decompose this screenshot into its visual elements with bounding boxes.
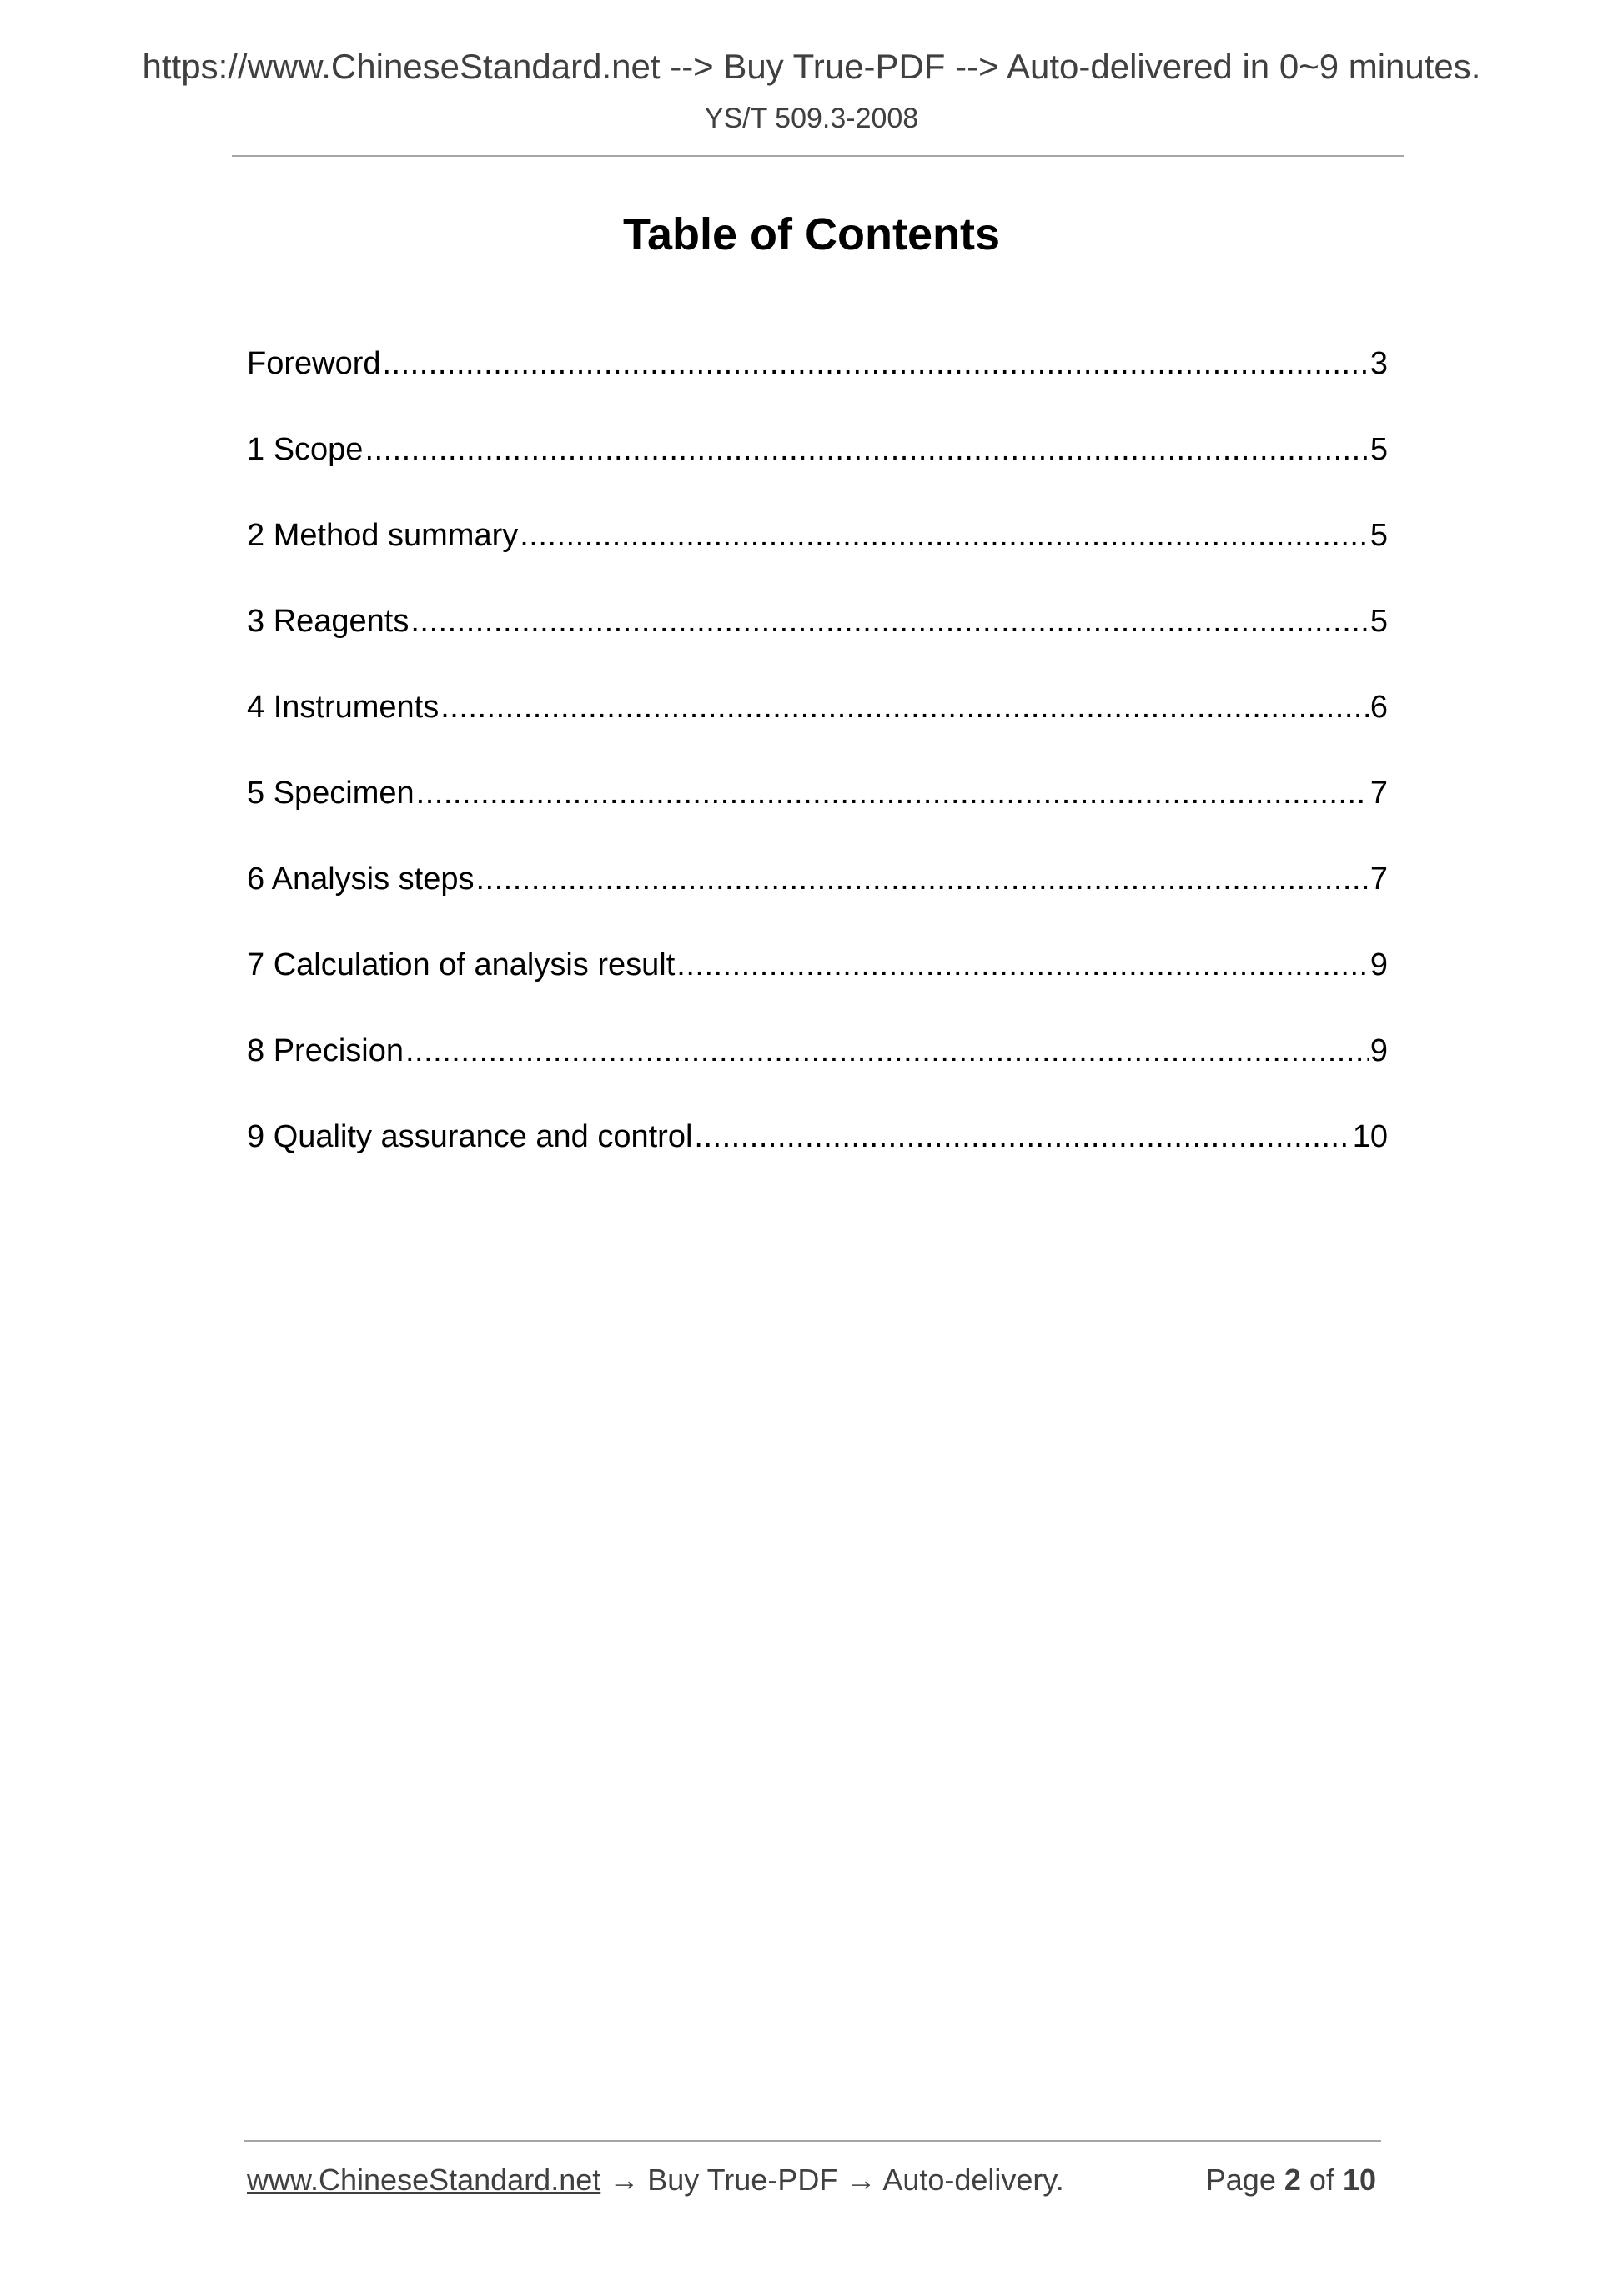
toc-entry-page: 5: [1369, 432, 1388, 467]
toc-entry-page: 6: [1369, 690, 1388, 725]
toc-dot-leader: [416, 768, 1369, 818]
toc-entry-label: 9 Quality assurance and control: [247, 1119, 693, 1154]
header-banner: https://www.ChineseStandard.net --> Buy True-PDF --> Auto-delivered in 0~9 minutes.: [142, 47, 1481, 86]
toc-entry-quality-assurance[interactable]: [247, 1112, 1388, 1198]
page-word: Page: [1205, 2163, 1276, 2197]
toc-entry-page: 5: [1369, 518, 1388, 553]
toc-entry-page: 7: [1369, 776, 1388, 811]
toc-entry-page: 10: [1352, 1119, 1388, 1154]
header-divider: [232, 155, 1404, 157]
toc-entry-label: 8 Precision: [247, 1033, 404, 1068]
toc-entry-page: 7: [1369, 862, 1388, 897]
toc-entry-label: 5 Specimen: [247, 776, 415, 811]
document-number: YS/T 509.3-2008: [704, 103, 919, 134]
toc-entry-label: Foreword: [247, 346, 381, 381]
toc-list: [247, 339, 1388, 1198]
toc-entry-label: 4 Instruments: [247, 690, 440, 725]
toc-entry-page: 3: [1369, 346, 1388, 381]
toc-entry-analysis-steps[interactable]: [247, 854, 1388, 940]
page-indicator: [1206, 2157, 1376, 2203]
toc-dot-leader: [676, 940, 1369, 990]
toc-entry-page: 9: [1369, 947, 1388, 982]
toc-entry-specimen[interactable]: [247, 768, 1388, 854]
toc-entry-instruments[interactable]: [247, 682, 1388, 768]
footer-left: [247, 2157, 1064, 2203]
toc-dot-leader: [410, 596, 1368, 646]
toc-entry-reagents[interactable]: [247, 596, 1388, 682]
toc-dot-leader: [383, 339, 1369, 389]
footer-tagline: → Buy True-PDF → Auto-delivery.: [600, 2163, 1064, 2197]
toc-entry-foreword[interactable]: [247, 339, 1388, 425]
toc-dot-leader: [475, 854, 1368, 904]
footer-site-link[interactable]: www.ChineseStandard.net: [247, 2163, 601, 2197]
toc-entry-label: 1 Scope: [247, 432, 364, 467]
page-current: 2: [1284, 2163, 1301, 2197]
toc-entry-label: 3 Reagents: [247, 604, 410, 639]
toc-entry-label: 2 Method summary: [247, 518, 519, 553]
toc-dot-leader: [364, 425, 1368, 475]
page-total: 10: [1342, 2163, 1376, 2197]
toc-dot-leader: [694, 1112, 1350, 1162]
toc-entry-method-summary[interactable]: [247, 510, 1388, 596]
footer: [247, 2157, 1376, 2203]
toc-entry-label: 7 Calculation of analysis result: [247, 947, 676, 982]
toc-entry-scope[interactable]: [247, 425, 1388, 510]
footer-divider: [244, 2140, 1381, 2142]
toc-dot-leader: [405, 1026, 1369, 1076]
of-word: of: [1309, 2163, 1334, 2197]
toc-title: Table of Contents: [623, 209, 1000, 259]
toc-dot-leader: [440, 682, 1369, 732]
toc-entry-precision[interactable]: [247, 1026, 1388, 1112]
toc-entry-page: 5: [1369, 604, 1388, 639]
toc-entry-calculation[interactable]: [247, 940, 1388, 1026]
toc-entry-label: 6 Analysis steps: [247, 862, 475, 897]
toc-entry-page: 9: [1369, 1033, 1388, 1068]
toc-dot-leader: [520, 510, 1369, 560]
